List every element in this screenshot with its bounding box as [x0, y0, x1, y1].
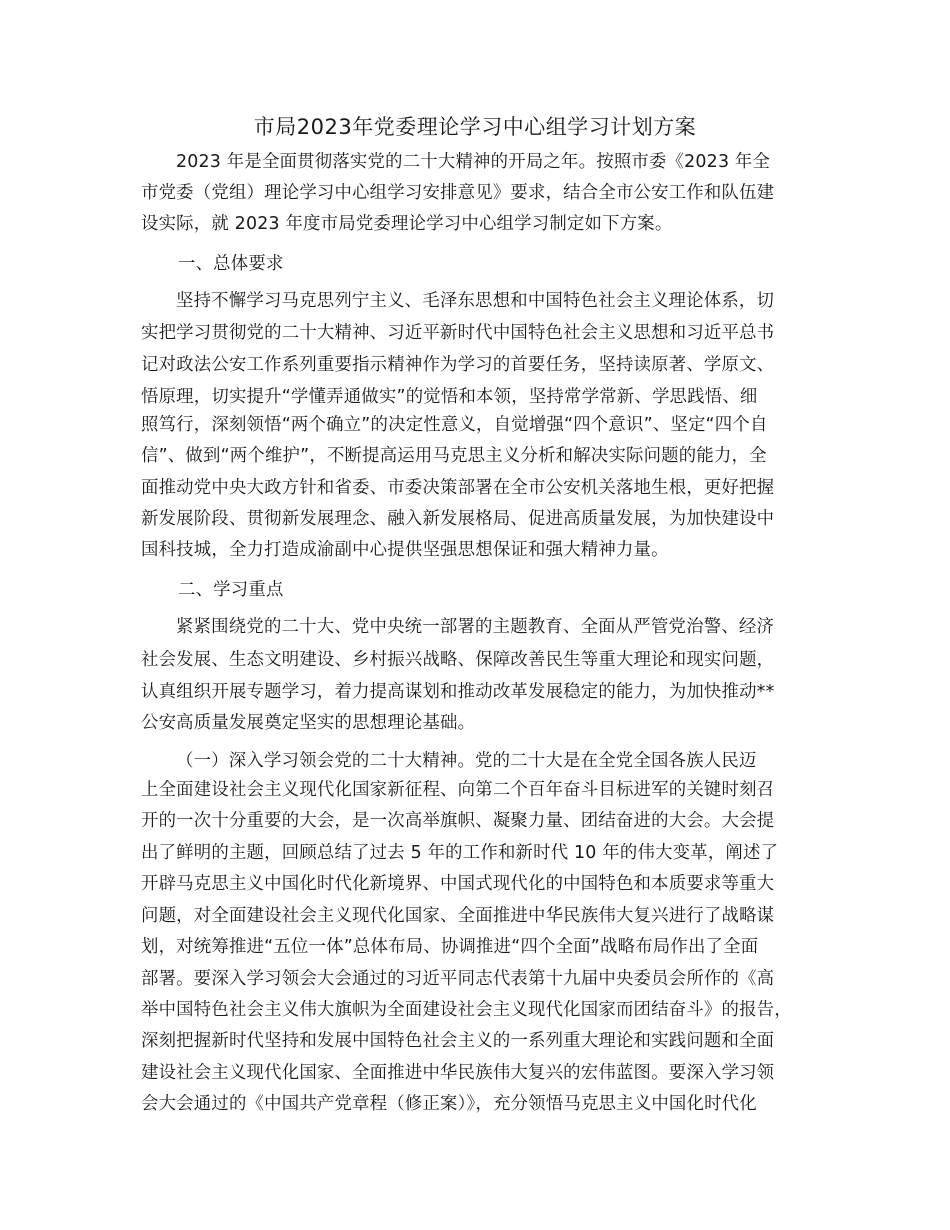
- paragraph-line: 上全面建设社会主义现代化国家新征程、向第二个百年奋斗目标进军的关键时刻召: [141, 780, 775, 800]
- paragraph-line: 新发展阶段、贯彻新发展理念、融入新发展格局、促进高质量发展，为加快建设中: [141, 509, 775, 529]
- paragraph-line: 开的一次十分重要的大会，是一次高举旗帜、凝聚力量、团结奋进的大会。大会提: [141, 811, 775, 831]
- intro-line: 设实际，就 2023 年度市局党委理论学习中心组学习制定如下方案。: [141, 214, 673, 234]
- paragraph-line: 出了鲜明的主题，回顾总结了过去 5 年的工作和新时代 10 年的伟大变革，阐述了: [141, 843, 779, 863]
- intro-line: 市党委（党组）理论学习中心组学习安排意见》要求，结合全市公安工作和队伍建: [141, 183, 775, 203]
- paragraph-line: 深刻把握新时代坚持和发展中国特色社会主义的一系列重大理论和实践问题和全面: [141, 1031, 775, 1051]
- paragraph-line: 面推动党中央大政方针和省委、市委决策部署在全市公安机关落地生根，更好把握: [141, 478, 775, 498]
- paragraph-line: 会大会通过的《中国共产党章程（修正案）》，充分领悟马克思主义中国化时代化: [141, 1094, 757, 1114]
- paragraph-line: 公安高质量发展奠定坚实的思想理论基础。: [141, 713, 476, 733]
- section-heading-study-focus: 二、学习重点: [178, 580, 284, 600]
- section-heading-general-requirements: 一、总体要求: [178, 254, 284, 274]
- paragraph-line: 部署。要深入学习领会大会通过的习近平同志代表第十九届中央委员会所作的《高: [141, 969, 775, 989]
- paragraph-line: 国科技城，全力打造成渝副中心提供坚强思想保证和强大精神力量。: [141, 540, 669, 560]
- paragraph-line: 问题，对全面建设社会主义现代化国家、全面推进中华民族伟大复兴进行了战略谋: [141, 906, 775, 926]
- paragraph-line: （一）深入学习领会党的二十大精神。党的二十大是在全党全国各族人民迈: [176, 751, 757, 771]
- paragraph-line: 开辟马克思主义中国化时代化新境界、中国式现代化的中国特色和本质要求等重大: [141, 874, 775, 894]
- paragraph-line: 划，对统筹推进“五位一体”总体布局、协调推进“四个全面”战略布局作出了全面: [141, 937, 759, 957]
- paragraph-line: 举中国特色社会主义伟大旗帜为全面建设社会主义现代化国家而团结奋斗》的报告，: [141, 1000, 792, 1020]
- paragraph-line: 紧紧围绕党的二十大、党中央统一部署的主题教育、全面从严管党治警、经济: [176, 617, 775, 637]
- paragraph-line: 记对政法公安工作系列重要指示精神作为学习的首要任务，坚持读原著、学原文、: [141, 355, 775, 375]
- paragraph-line: 社会发展、生态文明建设、乡村振兴战略、保障改善民生等重大理论和现实问题，: [141, 650, 775, 670]
- paragraph-line: 坚持不懈学习马克思列宁主义、毛泽东思想和中国特色社会主义理论体系，切: [176, 291, 775, 311]
- paragraph-line: 认真组织开展专题学习，着力提高谋划和推动改革发展稳定的能力，为加快推动**: [141, 682, 775, 702]
- paragraph-line: 信”、做到“两个维护”，不断提高运用马克思主义分析和解决实际问题的能力，全: [141, 446, 767, 466]
- paragraph-line: 照笃行，深刻领悟“两个确立”的决定性意义，自觉增强“四个意识”、坚定“四个自: [141, 415, 768, 435]
- paragraph-line: 建设社会主义现代化国家、全面推进中华民族伟大复兴的宏伟蓝图。要深入学习领: [141, 1063, 775, 1083]
- intro-line: 2023 年是全面贯彻落实党的二十大精神的开局之年。按照市委《2023 年全: [176, 152, 771, 172]
- document-title: 市局2023年党委理论学习中心组学习计划方案: [253, 115, 697, 139]
- paragraph-line: 实把学习贯彻党的二十大精神、习近平新时代中国特色社会主义思想和习近平总书: [141, 323, 775, 343]
- paragraph-line: 悟原理，切实提升“学懂弄通做实”的觉悟和本领，坚持常学常新、学思践悟、细: [141, 387, 758, 407]
